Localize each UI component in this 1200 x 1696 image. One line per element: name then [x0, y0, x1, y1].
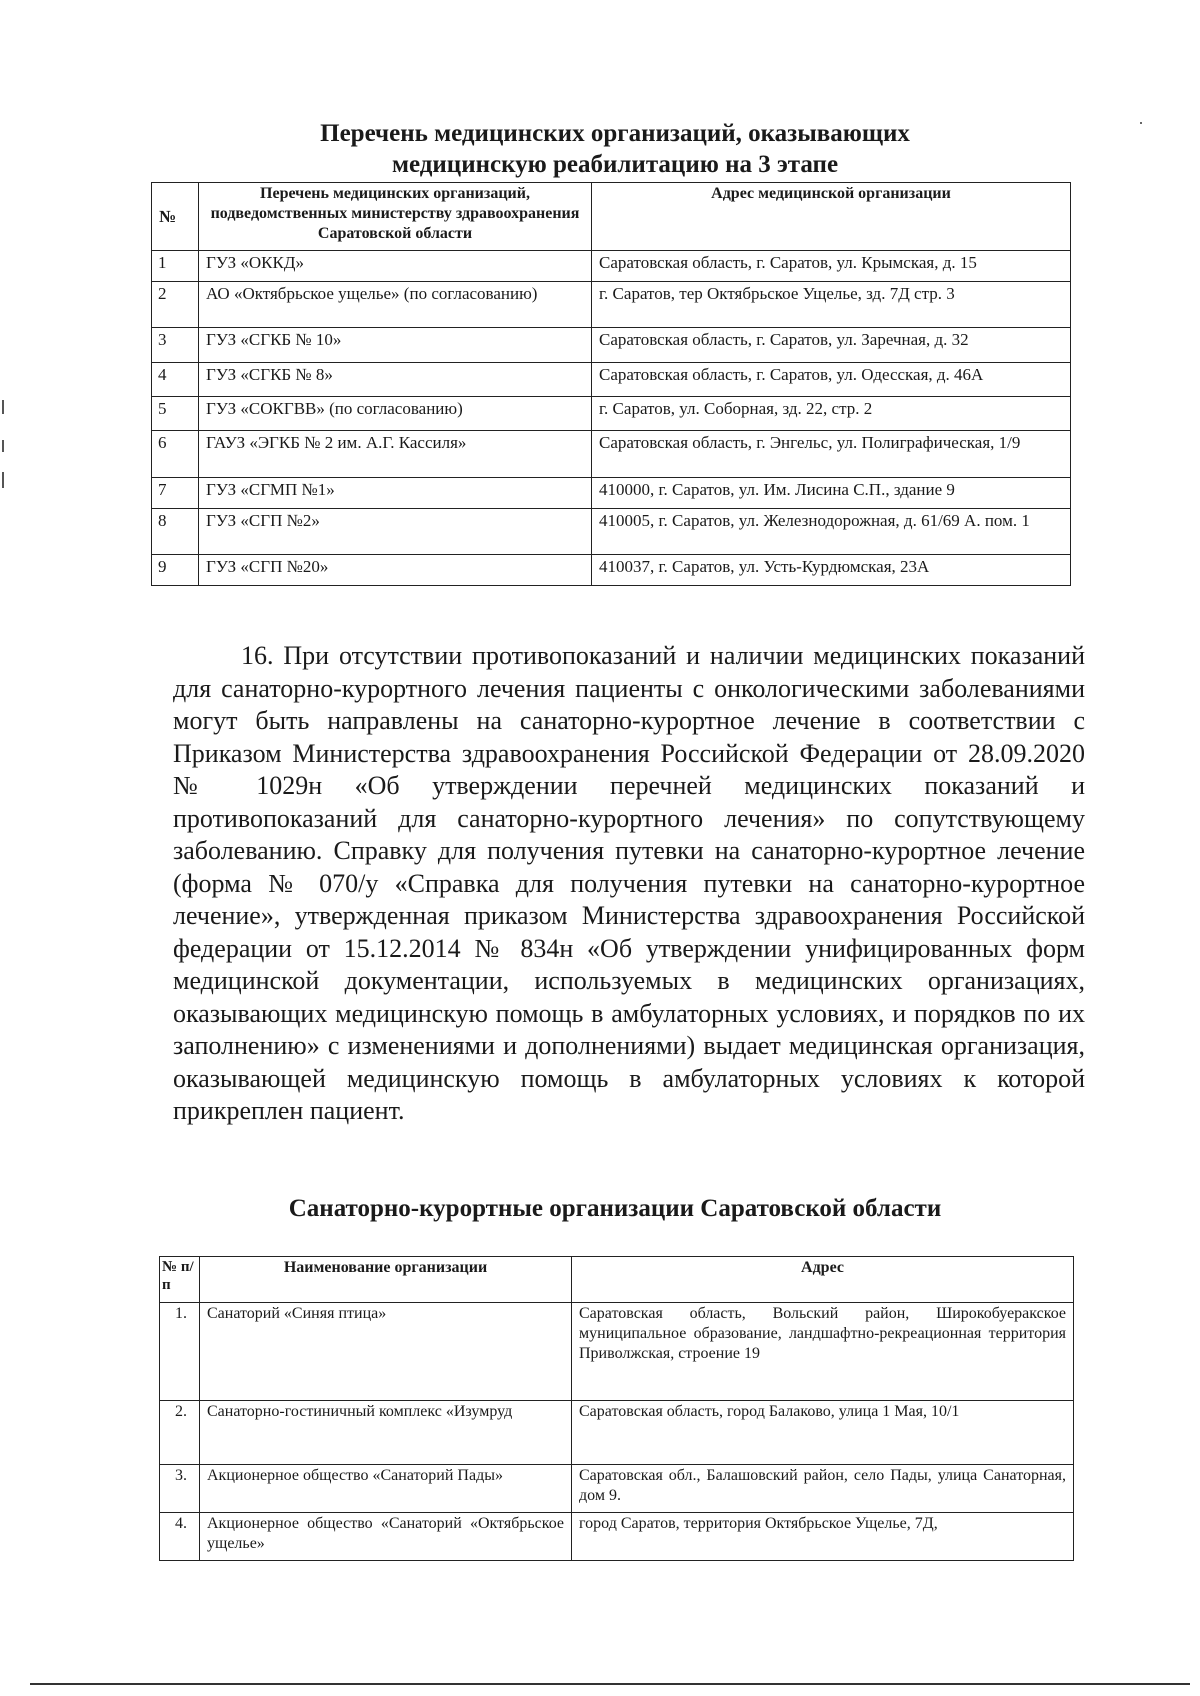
header-addr: Адрес	[572, 1257, 1074, 1303]
row-org: АО «Октябрьское ущелье» (по согласованию)	[199, 282, 592, 328]
table-row	[152, 363, 1071, 397]
table-row	[152, 328, 1071, 363]
table-row	[152, 431, 1071, 478]
row-org: ГУЗ «СГП №20»	[199, 555, 592, 586]
row-org: ГУЗ «СГМП №1»	[199, 478, 592, 509]
table-row	[160, 1303, 1074, 1401]
row-addr: Саратовская область, г. Энгельс, ул. Полиграфическая, 1/9	[592, 431, 1071, 478]
header-addr: Адрес медицинской организации	[592, 183, 1071, 251]
table-row	[152, 555, 1071, 586]
row-name: Санаторно-гостиничный комплекс «Изумруд	[200, 1401, 572, 1465]
row-num: 9	[152, 555, 199, 586]
table-row	[160, 1465, 1074, 1513]
header-org: Перечень медицинских организаций, подведомственных министерству здравоохранения Саратовской области	[199, 183, 592, 251]
row-num: 1	[152, 251, 199, 282]
row-name: Санаторий «Синяя птица»	[200, 1303, 572, 1401]
paragraph-16: 16. При отсутствии противопоказаний и наличии медицинских показаний для санаторно-курортного лечения пациенты с онкологическими заболеваниями могут быть направлены на санаторно-курортное лечение в соответствии с Приказом Министерства здравоохранения Российской Федерации от 28.09.2020 № 1029н «Об утверждении перечней медицинских показаний и противопоказаний для санаторно-курортного лечения» по сопутствующему заболеванию. Справку для получения путевки на санаторно-курортное лечение (форма № 070/у «Справка для получения путевки на санаторно-курортное лечение», утвержденная приказом Министерства здравоохранения Российской федерации от 15.12.2014 № 834н «Об утверждении унифицированных форм медицинской документации, используемых в медицинских организациях, оказывающих медицинскую помощь в амбулаторных условиях, и порядков по их заполнению» с изменениями и дополнениями) выдает медицинская организация, оказывающей медицинскую помощь в амбулаторных условиях к которой прикреплен пациент.	[173, 641, 1085, 1125]
row-org: ГУЗ «СОКГВВ» (по согласованию)	[199, 397, 592, 431]
table-row	[152, 282, 1071, 328]
row-num: 5	[152, 397, 199, 431]
row-num: 2	[152, 282, 199, 328]
row-addr: Саратовская область, г. Саратов, ул. Крымская, д. 15	[592, 251, 1071, 282]
row-addr: Саратовская обл., Балашовский район, село Пады, улица Санаторная, дом 9.	[572, 1465, 1074, 1513]
row-org: ГУЗ «ОККД»	[199, 251, 592, 282]
row-org: ГУЗ «СГКБ № 8»	[199, 363, 592, 397]
sanatorium-list-title: Санаторно-курортные организации Саратовской области	[288, 1195, 942, 1222]
table-row	[160, 1401, 1074, 1465]
table-row	[152, 251, 1071, 282]
row-num: 7	[152, 478, 199, 509]
header-num: №	[152, 183, 199, 251]
table-row	[152, 478, 1071, 509]
row-addr: Саратовская область, г. Саратов, ул. Одесская, д. 46А	[592, 363, 1071, 397]
sanatorium-organizations-table	[159, 1256, 1074, 1561]
row-addr: 410005, г. Саратов, ул. Железнодорожная, д. 61/69 А. пом. 1	[592, 509, 1071, 555]
row-org: ГУЗ «СГП №2»	[199, 509, 592, 555]
row-name: Акционерное общество «Санаторий «Октябрьское ущелье»	[200, 1513, 572, 1561]
table-header-row	[160, 1257, 1074, 1303]
row-num: 4.	[160, 1513, 200, 1561]
table-row	[160, 1513, 1074, 1561]
row-addr: 410037, г. Саратов, ул. Усть-Курдюмская, 23А	[592, 555, 1071, 586]
row-org: ГУЗ «СГКБ № 10»	[199, 328, 592, 363]
rehab-organizations-table	[151, 182, 1071, 586]
row-addr: г. Саратов, тер Октябрьское Ущелье, зд. 7Д стр. 3	[592, 282, 1071, 328]
header-num: № п/п	[160, 1257, 200, 1303]
table-header-row	[152, 183, 1071, 251]
row-addr: г. Саратов, ул. Соборная, зд. 22, стр. 2	[592, 397, 1071, 431]
rehab-list-title	[150, 118, 1080, 180]
row-addr: Саратовская область, город Балаково, улица 1 Мая, 10/1	[572, 1401, 1074, 1465]
page-bottom-rule	[30, 1683, 1190, 1685]
row-num: 8	[152, 509, 199, 555]
header-name: Наименование организации	[200, 1257, 572, 1303]
row-num: 3.	[160, 1465, 200, 1513]
row-num: 1.	[160, 1303, 200, 1401]
scan-speck	[1140, 122, 1142, 124]
scan-edge-marks	[2, 400, 4, 490]
row-num: 4	[152, 363, 199, 397]
rehab-list-title-line2: медицинскую реабилитацию на 3 этапе	[391, 151, 839, 178]
row-addr: 410000, г. Саратов, ул. Им. Лисина С.П., здание 9	[592, 478, 1071, 509]
rehab-list-title-line1: Перечень медицинских организаций, оказывающих	[320, 120, 910, 147]
row-num: 2.	[160, 1401, 200, 1465]
table-row	[152, 509, 1071, 555]
row-name: Акционерное общество «Санаторий Пады»	[200, 1465, 572, 1513]
row-num: 3	[152, 328, 199, 363]
row-addr: Саратовская область, г. Саратов, ул. Заречная, д. 32	[592, 328, 1071, 363]
row-addr: город Саратов, территория Октябрьское Ущелье, 7Д,	[572, 1513, 1074, 1561]
row-addr: Саратовская область, Вольский район, Широкобуеракское муниципальное образование, ландшафтно-рекреационная территория Приволжская, строение 19	[572, 1303, 1074, 1401]
row-org: ГАУЗ «ЭГКБ № 2 им. А.Г. Кассиля»	[199, 431, 592, 478]
row-num: 6	[152, 431, 199, 478]
table-row	[152, 397, 1071, 431]
